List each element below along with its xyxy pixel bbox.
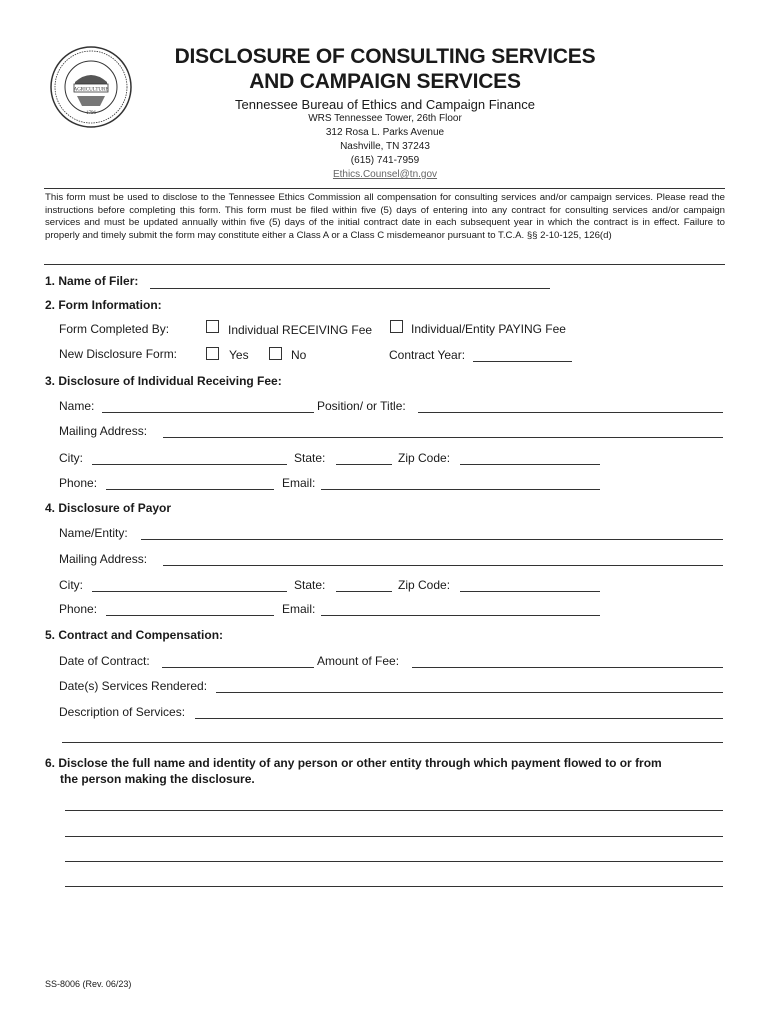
receiver-email-field[interactable] bbox=[321, 489, 600, 490]
payment-flow-field-line-3[interactable] bbox=[65, 861, 723, 862]
payor-name-label: Name/Entity: bbox=[59, 526, 128, 540]
section-4-heading: 4. Disclosure of Payor bbox=[45, 501, 172, 515]
receiver-mailing-label: Mailing Address: bbox=[59, 424, 148, 438]
new-disclosure-label: New Disclosure Form: bbox=[59, 347, 178, 361]
form-title: DISCLOSURE OF CONSULTING SERVICES AND CAMPAIGN SERVICES bbox=[174, 45, 596, 93]
yes-label: Yes bbox=[229, 348, 249, 362]
payor-email-label: Email: bbox=[282, 602, 316, 616]
divider bbox=[44, 188, 725, 189]
receiver-zip-label: Zip Code: bbox=[398, 451, 451, 465]
agency-name: Tennessee Bureau of Ethics and Campaign Finance bbox=[235, 97, 535, 112]
payment-flow-field-line-2[interactable] bbox=[65, 836, 723, 837]
receiver-mailing-field[interactable] bbox=[163, 437, 723, 438]
services-rendered-field[interactable] bbox=[216, 692, 723, 693]
agency-email-link[interactable]: Ethics.Counsel@tn.gov bbox=[332, 169, 438, 180]
receiver-phone-label: Phone: bbox=[59, 476, 98, 490]
contract-date-field[interactable] bbox=[162, 667, 314, 668]
section-3-heading: 3. Disclosure of Individual Receiving Fee: bbox=[45, 374, 282, 388]
payor-mailing-label: Mailing Address: bbox=[59, 552, 148, 566]
receiving-fee-checkbox[interactable] bbox=[206, 320, 219, 333]
payor-mailing-field[interactable] bbox=[163, 565, 723, 566]
payor-email-field[interactable] bbox=[321, 615, 600, 616]
form-number: SS-8006 (Rev. 06/23) bbox=[45, 979, 132, 989]
receiver-phone-field[interactable] bbox=[106, 489, 274, 490]
contract-date-label: Date of Contract: bbox=[59, 654, 150, 668]
filer-name-field[interactable] bbox=[150, 288, 550, 289]
new-disclosure-no-checkbox[interactable] bbox=[269, 347, 282, 360]
receiver-state-field[interactable] bbox=[336, 464, 392, 465]
payor-city-field[interactable] bbox=[92, 591, 287, 592]
payor-state-label: State: bbox=[294, 578, 326, 592]
section-5-heading: 5. Contract and Compensation: bbox=[45, 628, 224, 642]
agency-address: WRS Tennessee Tower, 26th Floor 312 Rosa L. Parks Avenue Nashville, TN 37243 (615) 741-7959 Ethics.Counsel@tn.gov bbox=[308, 113, 462, 180]
payor-phone-field[interactable] bbox=[106, 615, 274, 616]
payor-zip-field[interactable] bbox=[460, 591, 600, 592]
receiver-state-label: State: bbox=[294, 451, 326, 465]
no-label: No bbox=[291, 348, 307, 362]
amount-fee-label: Amount of Fee: bbox=[317, 654, 400, 668]
payor-state-field[interactable] bbox=[336, 591, 392, 592]
receiver-email-label: Email: bbox=[282, 476, 316, 490]
section-1-label: 1. Name of Filer: bbox=[45, 274, 139, 288]
paying-fee-label: Individual/Entity PAYING Fee bbox=[411, 322, 566, 336]
payment-flow-field-line-1[interactable] bbox=[65, 810, 723, 811]
receiver-name-label: Name: bbox=[59, 399, 95, 413]
state-seal-logo bbox=[50, 46, 132, 128]
new-disclosure-yes-checkbox[interactable] bbox=[206, 347, 219, 360]
payment-flow-field-line-4[interactable] bbox=[65, 886, 723, 887]
section-2-heading: 2. Form Information: bbox=[45, 298, 162, 312]
services-description-field-line-2[interactable] bbox=[62, 742, 723, 743]
contract-year-label: Contract Year: bbox=[389, 348, 466, 362]
receiver-name-field[interactable] bbox=[102, 412, 314, 413]
amount-fee-field[interactable] bbox=[412, 667, 723, 668]
paying-fee-checkbox[interactable] bbox=[390, 320, 403, 333]
intro-text: This form must be used to disclose to the Tennessee Ethics Commission all compensation for consulting services and/or campaign services. Please read the instructions before completing this form. This form must be filed within five (5) days of entering into any contract for consulting services and/or campaign services and must be updated annually within five (5) days of the initial contract date in each subsequent year in which the contract is in effect. Failure to properly and timely submit the form may constitute either a Class A or a Class C misdemeanor pursuant to T.C.A. §§ 2-10-125, 126(d) bbox=[45, 192, 725, 241]
services-description-field[interactable] bbox=[195, 718, 723, 719]
divider bbox=[44, 264, 725, 265]
payor-phone-label: Phone: bbox=[59, 602, 98, 616]
receiver-city-field[interactable] bbox=[92, 464, 287, 465]
services-rendered-label: Date(s) Services Rendered: bbox=[59, 679, 208, 693]
payor-name-field[interactable] bbox=[141, 539, 723, 540]
svg-text:AGRICULTURE: AGRICULTURE bbox=[73, 87, 109, 93]
contract-year-field[interactable] bbox=[473, 361, 572, 362]
receiving-fee-label: Individual RECEIVING Fee bbox=[228, 323, 373, 337]
form-completed-by-label: Form Completed By: bbox=[59, 322, 170, 336]
services-description-label: Description of Services: bbox=[59, 705, 186, 719]
payor-zip-label: Zip Code: bbox=[398, 578, 451, 592]
receiver-city-label: City: bbox=[59, 451, 83, 465]
receiver-position-field[interactable] bbox=[418, 412, 723, 413]
receiver-zip-field[interactable] bbox=[460, 464, 600, 465]
svg-text:1796: 1796 bbox=[86, 111, 96, 116]
payor-city-label: City: bbox=[59, 578, 83, 592]
section-6-heading: 6. Disclose the full name and identity of any person or other entity through which payment flowed to or from the person making the disclosure. bbox=[45, 756, 662, 786]
receiver-position-label: Position/ or Title: bbox=[317, 399, 406, 413]
